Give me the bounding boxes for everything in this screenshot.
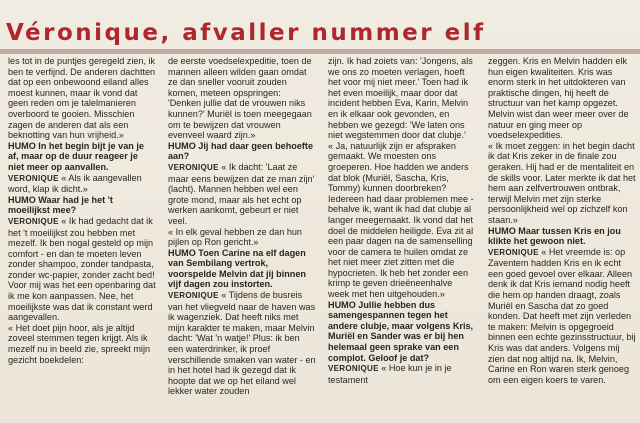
speaker-label: VERONIQUE [168, 162, 219, 172]
body-paragraph: « Het doet pijn hoor, als je altijd zoveel stemmen tegen krijgt. Als ik mezelf nu in beeld zie, spreekt mijn gezicht boekdelen: [8, 322, 151, 365]
answer-text: « Het vreemde is: op Zaventem hadden Kris en ik echt een goed gevoel over elkaar. Alleen denk ik dat Kris iemand nodig heeft die hem op handen draagt, zoals Muriël en Sascha dat zo goed konden. Dat heeft met zijn verleden te maken: Melvin is opgegroeid binnen een echte gezinsstructuur, bij Kris was dat anders. Volgens mij zien dat nog altijd na. Ik, Melvin, Carine en Ron waren sterk genoeg om een eigen koers te varen. [488, 246, 636, 385]
interview-question: HUMO Jij had daar geen behoefte aan? [168, 140, 314, 162]
speaker-label: VERONIQUE [8, 173, 59, 183]
interview-question: HUMO In het begin bijt je van je af, maar op de duur reageer je niet meer op aanvallen. [8, 140, 144, 172]
article-headline: Véronique, afvaller nummer elf [6, 20, 486, 46]
article-column-1 [8, 56, 156, 423]
interview-answer [8, 173, 156, 195]
interview-question: HUMO Jullie hebben dus samengespannen tegen het andere clubje, maar volgens Kris, Muriël en Sander was er bij hen helemaal geen sprake van een complot. Geloof je dat? [328, 299, 474, 363]
speaker-label: VERONIQUE [8, 216, 59, 226]
interview-question: HUMO Maar tussen Kris en jou klikte het gewoon niet. [488, 225, 621, 247]
answer-text: « Tijdens de busreis van het vliegveld naar de haven was ik wagenziek. Dat heeft niks met mijn karakter te maken, maar Melvin dacht: 'Wat 'n watje!' Plus: ik ben een waterdrinker, ik proef verschillende smaken van water - en in het hotel had ik gezegd dat ik hoopte dat we op het eiland wel lekker water zouden [168, 290, 316, 397]
body-paragraph: « Ik moet zeggen: in het begin dacht ik dat Kris zeker in de finale zou geraken. Hij had er de mentaliteit en de skills voor. Later merkte ik dat het hem aan zelfvertrouwen ontbrak, terwijl Melvin met zijn sterke persoonlijkheid wel op zichzelf kon staan.» [488, 140, 636, 225]
article-columns [8, 56, 640, 423]
body-paragraph: les tot in de puntjes geregeld zien, ik ben te verfijnd. De anderen dachtten dat op een onbewoond eiland alles moest kunnen, maar ik vond dat geen reden om je talelmanieren overboord te gooien. Misschien zagen de anderen dat als een beknotting van hun vrijheid.» [8, 56, 156, 141]
answer-text: « Als ik aangevallen word, klap ik dicht.» [8, 172, 142, 195]
interview-answer [8, 216, 156, 323]
body-paragraph: zijn. Ik had zoiets van: 'Jongens, als we ons zo moeten verlagen, hoeft het voor mij niet meer.' Toen had ik het even moeilijk, maar door dat incident hebben Eva, Karin, Melvin en ik elkaar ook gevonden, en hebben we gezegd: 'We laten ons niet wegstemmen door dat clubje.' [328, 56, 473, 141]
interview-answer [168, 162, 316, 227]
speaker-label: VERONIQUE [328, 364, 379, 374]
interview-answer [328, 363, 476, 385]
interview-question: HUMO Toen Carine na elf dagen van Sembilang vertrok, voorspelde Melvin dat jij binnen vijf dagen zou instorten. [168, 247, 306, 290]
answer-text: « Ik had gedacht dat ik het 't moeilijkst zou hebben met mezelf. Ik ben nogal gesteld op mijn comfort - en dan te moeten leven zonder shampoo, zonder tandpasta, zonder wc-papier, zonder zacht bed! Voor mij was het een openbaring dat ik me kon aanpassen. Nee, het moeilijkste was dat ik constant werd aangevallen. [8, 215, 156, 323]
interview-question: HUMO Waar had je het 't moeilijkst mee? [8, 194, 113, 216]
speaker-label: VERONIQUE [488, 247, 539, 257]
headline-rule [0, 49, 640, 54]
body-paragraph: « Ja, natuurlijk zijn er afspraken gemaakt. We moesten ons groeperen. Hoe hadden we anders dat blok (Muriël, Sascha, Kris, Tommy) kunnen doorbreken? Iedereen had daar problemen mee - behalve ik, want ik had dat clubje al langer meegemaakt. Ik vond dat het doel de middelen heiligde. Eva zit al een paar dagen na de samenselling voor de camera te huilen omdat ze het niet meer ziet zitten met die hypocrieten. Ik heb het zonder een krimp te geven drieëneenhalve week met hen uitgehouden.» [328, 140, 474, 300]
answer-text: « Ik dacht: 'Laat ze maar eens bewijzen dat ze man zijn' (lacht). Mannen hebben wel een grote mond, maar als het echt op werken aankomt, gebeurt er niet veel. [168, 161, 315, 226]
answer-text: « Hoe kun je in je testament [328, 363, 452, 385]
article-column-2 [168, 56, 316, 423]
interview-answer [488, 247, 636, 386]
body-paragraph: zeggen. Kris en Melvin hadden elk hun eigen kwaliteiten. Kris was enorm sterk in het uitdokteren van praktische dingen, hij heeft de structuur van het kamp opgezet. Melvin wist dan weer meer over de natuur en ging meer op voedselexpedities. [488, 56, 629, 141]
speaker-label: VERONIQUE [168, 291, 219, 301]
article-column-4 [488, 56, 636, 423]
body-paragraph: « In elk geval hebben ze dan hun pijlen op Ron gericht.» [168, 226, 302, 248]
article-column-3 [328, 56, 476, 423]
interview-answer [168, 290, 316, 397]
body-paragraph: de eerste voedselexpeditie, toen de mannen alleen wilden gaan omdat ze dan sneller vooruit zouden komen, meteen opspringen: 'Denken jullie dat de vrouwen niks kunnen?' Muriël is toen meegegaan om te bewijzen dat vrouwen evenveel waard zijn.» [168, 56, 312, 141]
